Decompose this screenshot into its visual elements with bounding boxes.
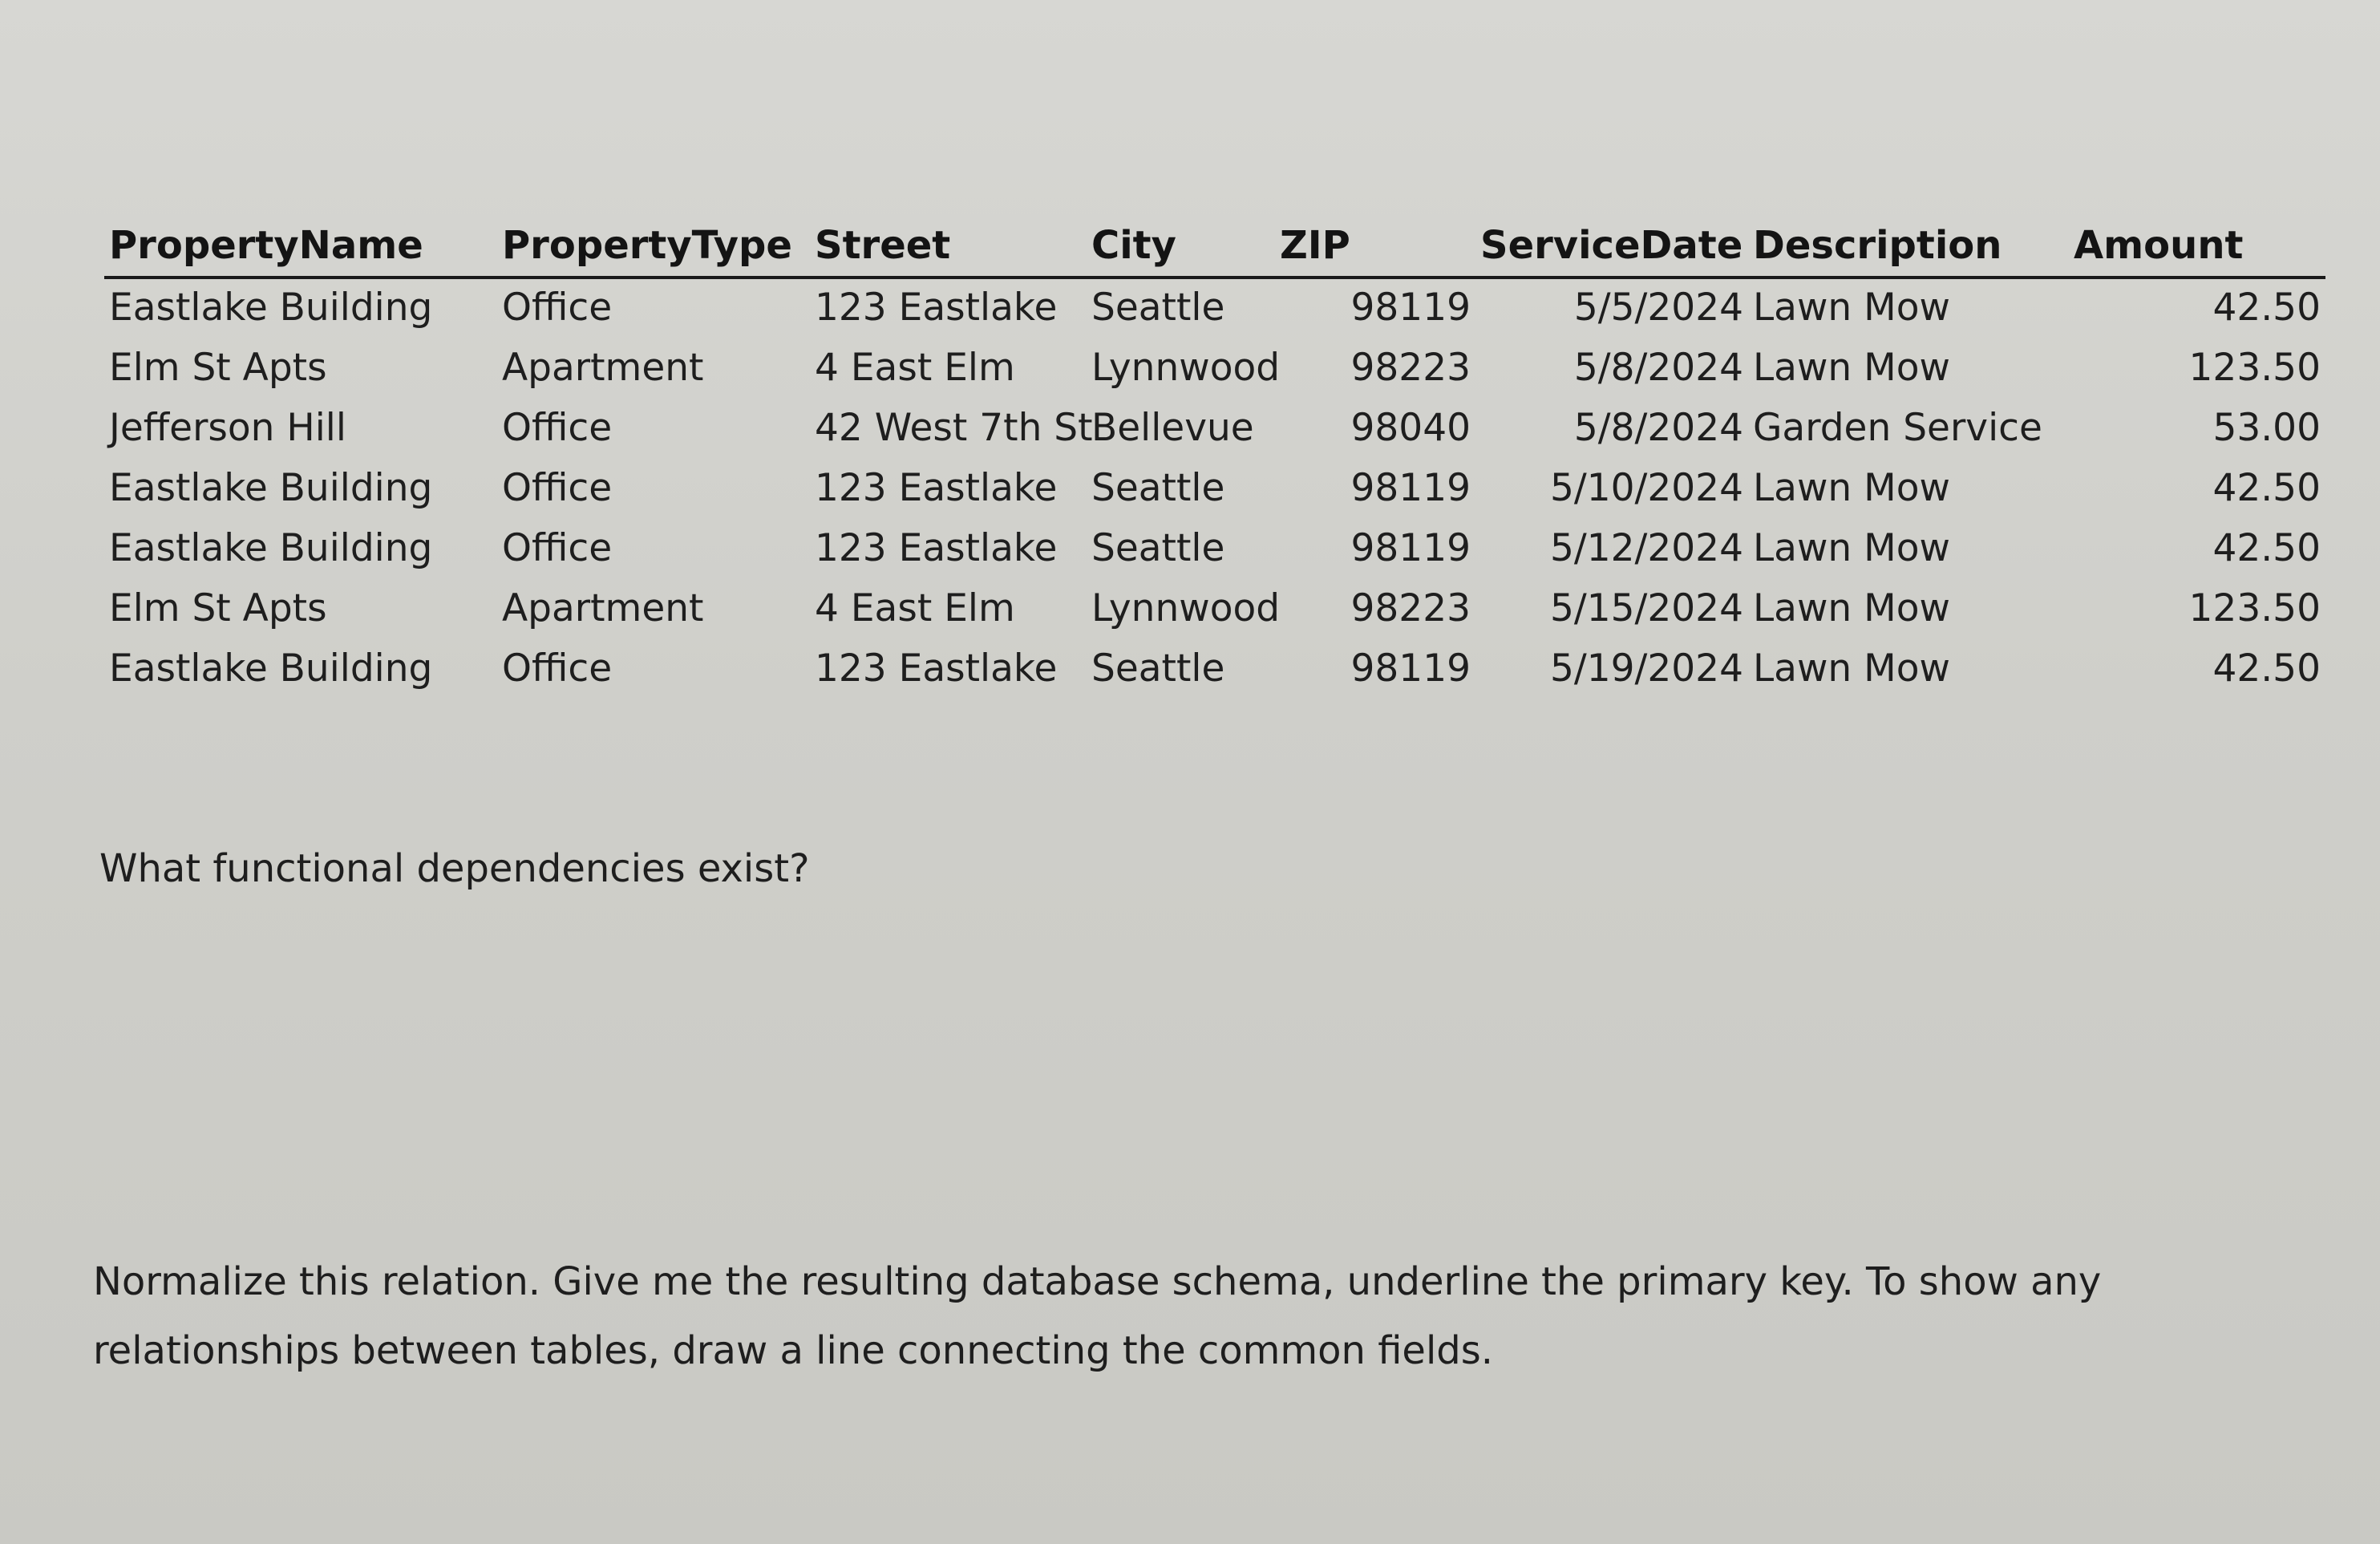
cell-street: 123 Eastlake	[815, 466, 1058, 510]
cell-zip: 98119	[1350, 526, 1471, 570]
cell-property-type: Office	[502, 646, 613, 691]
cell-street: 4 East Elm	[815, 586, 1015, 630]
question-functional-dependencies: What functional dependencies exist?	[99, 846, 810, 891]
table-row	[104, 580, 2325, 640]
cell-service-date: 5/10/2024	[1550, 466, 1743, 510]
cell-zip: 98119	[1350, 646, 1471, 691]
cell-amount: 42.50	[2212, 526, 2321, 570]
cell-city: Lynnwood	[1091, 346, 1281, 390]
cell-street: 123 Eastlake	[815, 286, 1058, 330]
header-city: City	[1087, 217, 1275, 278]
cell-amount: 53.00	[2212, 406, 2321, 450]
cell-property-name: Eastlake Building	[109, 286, 433, 330]
cell-property-type: Apartment	[502, 586, 704, 630]
cell-property-type: Office	[502, 406, 613, 450]
cell-service-date: 5/12/2024	[1550, 526, 1743, 570]
cell-service-date: 5/5/2024	[1573, 286, 1743, 330]
cell-amount: 42.50	[2212, 646, 2321, 691]
cell-property-name: Elm St Apts	[109, 346, 327, 390]
cell-property-name: Eastlake Building	[109, 526, 433, 570]
cell-city: Seattle	[1091, 286, 1225, 330]
header-property-type: PropertyType	[497, 217, 810, 278]
cell-service-date: 5/19/2024	[1550, 646, 1743, 691]
cell-property-name: Eastlake Building	[109, 646, 433, 691]
cell-zip: 98223	[1350, 586, 1471, 630]
cell-street: 123 Eastlake	[815, 646, 1058, 691]
cell-description: Lawn Mow	[1753, 346, 1950, 390]
cell-description: Lawn Mow	[1753, 586, 1950, 630]
cell-property-type: Apartment	[502, 346, 704, 390]
cell-service-date: 5/8/2024	[1573, 406, 1743, 450]
cell-city: Seattle	[1091, 646, 1225, 691]
cell-service-date: 5/8/2024	[1573, 346, 1743, 390]
header-zip: ZIP	[1275, 217, 1475, 278]
cell-street: 42 West 7th St	[815, 406, 1093, 450]
table-row	[104, 640, 2325, 700]
table-row	[104, 520, 2325, 580]
cell-property-type: Office	[502, 466, 613, 510]
cell-description: Lawn Mow	[1753, 646, 1950, 691]
cell-amount: 123.50	[2188, 346, 2321, 390]
cell-description: Garden Service	[1753, 406, 2042, 450]
cell-description: Lawn Mow	[1753, 526, 1950, 570]
header-description: Description	[1748, 217, 2069, 278]
cell-property-name: Elm St Apts	[109, 586, 327, 630]
header-street: Street	[810, 217, 1087, 278]
cell-city: Seattle	[1091, 466, 1225, 510]
cell-city: Seattle	[1091, 526, 1225, 570]
cell-property-type: Office	[502, 286, 613, 330]
cell-zip: 98223	[1350, 346, 1471, 390]
cell-zip: 98119	[1350, 466, 1471, 510]
relation-table	[104, 217, 2325, 700]
table-row	[104, 339, 2325, 399]
cell-description: Lawn Mow	[1753, 466, 1950, 510]
cell-amount: 42.50	[2212, 466, 2321, 510]
cell-zip: 98040	[1350, 406, 1471, 450]
table-header-row	[104, 217, 2325, 278]
cell-description: Lawn Mow	[1753, 286, 1950, 330]
cell-service-date: 5/15/2024	[1550, 586, 1743, 630]
cell-amount: 42.50	[2212, 286, 2321, 330]
cell-street: 123 Eastlake	[815, 526, 1058, 570]
table-row	[104, 399, 2325, 460]
cell-property-name: Jefferson Hill	[109, 406, 346, 450]
relation-table-container	[104, 217, 2325, 700]
table-row	[104, 460, 2325, 520]
cell-property-type: Office	[502, 526, 613, 570]
cell-amount: 123.50	[2188, 586, 2321, 630]
cell-street: 4 East Elm	[815, 346, 1015, 390]
header-service-date: ServiceDate	[1475, 217, 1748, 278]
header-property-name: PropertyName	[104, 217, 497, 278]
cell-city: Bellevue	[1091, 406, 1254, 450]
header-amount: Amount	[2069, 217, 2325, 278]
cell-city: Lynnwood	[1091, 586, 1281, 630]
table-row	[104, 278, 2325, 339]
cell-zip: 98119	[1350, 286, 1471, 330]
question-normalize: Normalize this relation. Give me the resulting database schema, underline the primary key. To show any relationships between tables, draw a line connecting the common fields.	[93, 1259, 2102, 1373]
cell-property-name: Eastlake Building	[109, 466, 433, 510]
